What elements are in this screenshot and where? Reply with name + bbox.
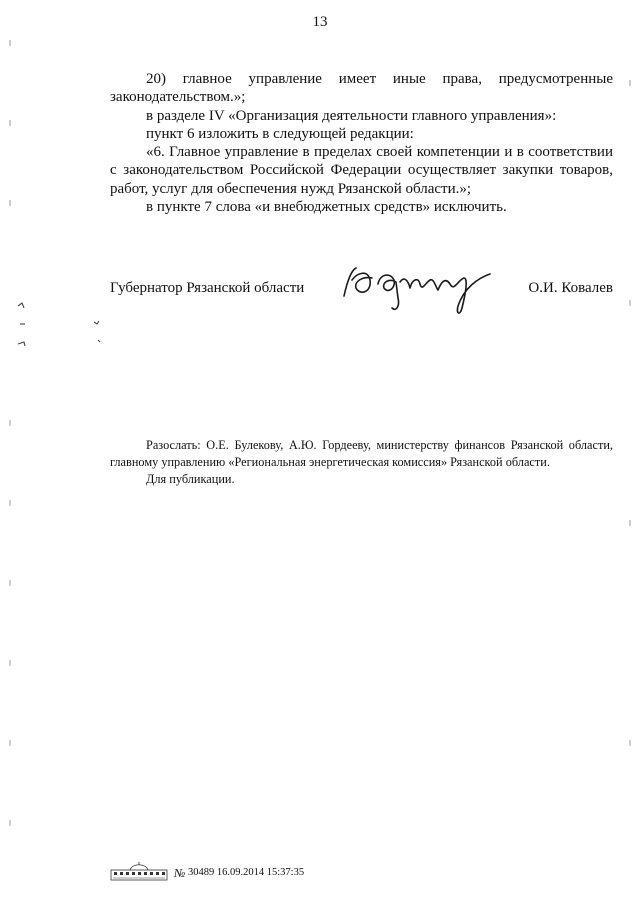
paragraph: пункт 6 изложить в следующей редакции: [146,125,414,142]
paragraph: в пункте 7 слова «и внебюджетных средств» исключить. [146,199,507,216]
paragraph: в разделе IV «Организация деятельности главного управления»: [146,107,557,124]
publication-note: Для публикации. [146,472,235,486]
paragraph: 20) главное управление имеет иные права, предусмотренные законодательством.»; [110,71,613,106]
registration-number: 30489 16.09.2014 15:37:35 [188,867,305,878]
number-sign: № [174,866,186,880]
signatory-position: Губернатор Рязанской области [110,280,305,296]
paragraph: «6. Главное управление в пределах своей компетенции и в соответствии с законодательством Российской Федерации осуществляет закупки товаров, работ, услуг для обеспечения нужд Рязанской области.»; [110,144,613,197]
distribution-text: Разослать: О.Е. Булекову, А.Ю. Гордееву, министерству финансов Рязанской области, главному управлению «Региональная энергетическая комиссия» Рязанской области. [110,438,613,469]
page-number: 13 [312,14,328,30]
signatory-name: О.И. Ковалев [528,280,613,296]
